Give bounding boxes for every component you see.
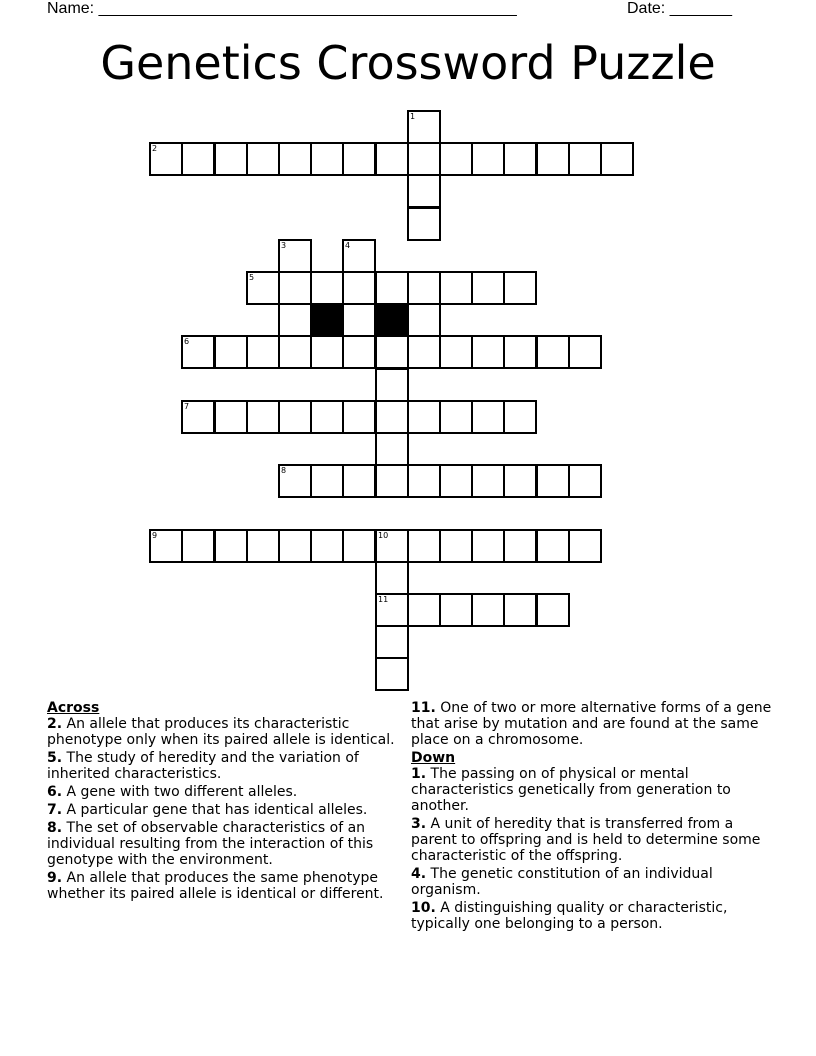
grid-cell[interactable] [471,593,505,627]
grid-cell[interactable] [214,400,248,434]
grid-cell[interactable] [181,400,215,434]
down-clue [411,900,781,932]
down-clue-number: 10. [411,900,436,916]
grid-cell[interactable] [471,142,505,176]
grid-cell[interactable] [407,110,441,144]
grid-cell[interactable] [439,400,473,434]
clue-number-8: 8 [281,466,287,475]
grid-cell[interactable] [407,464,441,498]
grid-cell[interactable] [375,335,409,369]
down-clue-number: 4. [411,866,427,882]
grid-cell[interactable] [471,400,505,434]
grid-cell[interactable] [471,335,505,369]
grid-cell[interactable] [181,529,215,563]
grid-cell[interactable] [439,464,473,498]
grid-cell[interactable] [503,142,537,176]
grid-cell[interactable] [246,335,280,369]
grid-cell[interactable] [342,464,376,498]
grid-cell[interactable] [407,303,441,337]
grid-cell[interactable] [214,529,248,563]
grid-cell[interactable] [568,142,602,176]
grid-cell[interactable] [471,464,505,498]
grid-cell[interactable] [181,335,215,369]
across-clue-number: 11. [411,700,436,716]
clue-number-5: 5 [249,273,255,282]
clue-number-11: 11 [378,595,389,604]
across-clue-list [47,716,399,902]
grid-cell[interactable] [407,593,441,627]
down-clue-number: 1. [411,766,427,782]
grid-cell[interactable] [407,335,441,369]
across-clue-number: 6. [47,784,63,800]
across-clue [411,700,781,748]
grid-cell[interactable] [342,529,376,563]
grid-cell[interactable] [503,400,537,434]
name-field-label: Name: _______________________________________________ [47,0,517,17]
grid-cell[interactable] [278,271,312,305]
grid-cell[interactable] [407,271,441,305]
grid-cell[interactable] [407,529,441,563]
grid-cell[interactable] [149,142,183,176]
grid-cell[interactable] [342,239,376,273]
clues-column-right [411,700,781,934]
grid-cell[interactable] [375,400,409,434]
black-cell [310,303,344,337]
across-clue [47,820,399,868]
grid-cell[interactable] [278,529,312,563]
grid-cell[interactable] [503,529,537,563]
clue-number-1: 1 [410,112,416,121]
grid-cell[interactable] [375,271,409,305]
across-clue-text: An allele that produces the same phenotype whether its paired allele is identical or different. [47,870,384,902]
grid-cell[interactable] [310,142,344,176]
across-clue [47,870,399,902]
grid-cell[interactable] [342,271,376,305]
down-clue [411,816,781,864]
grid-cell[interactable] [278,335,312,369]
grid-cell[interactable] [568,335,602,369]
across-clue [47,716,399,748]
grid-cell[interactable] [375,561,409,595]
grid-cell[interactable] [181,142,215,176]
grid-cell[interactable] [536,464,570,498]
grid-cell[interactable] [214,142,248,176]
grid-cell[interactable] [342,303,376,337]
across-clue-text: A particular gene that has identical alleles. [62,802,368,818]
grid-cell[interactable] [503,271,537,305]
grid-cell[interactable] [246,271,280,305]
grid-cell[interactable] [407,400,441,434]
grid-cell[interactable] [375,142,409,176]
across-clue [47,784,399,800]
grid-cell[interactable] [568,464,602,498]
grid-cell[interactable] [375,529,409,563]
down-clue-list [411,766,781,932]
grid-cell[interactable] [536,593,570,627]
down-clue-text: The genetic constitution of an individual organism. [411,866,713,898]
grid-cell[interactable] [471,271,505,305]
across-clue-number: 2. [47,716,63,732]
grid-cell[interactable] [246,400,280,434]
grid-cell[interactable] [149,529,183,563]
down-clue [411,866,781,898]
grid-cell[interactable] [214,335,248,369]
grid-cell[interactable] [375,625,409,659]
grid-cell[interactable] [407,174,441,208]
across-clue-number: 7. [47,802,63,818]
across-clue-text: The set of observable characteristics of an individual resulting from the interaction of this genotype with the environment. [47,820,374,868]
grid-cell[interactable] [278,142,312,176]
grid-cell[interactable] [407,142,441,176]
grid-cell[interactable] [342,142,376,176]
across-clue-number: 5. [47,750,63,766]
grid-cell[interactable] [278,464,312,498]
grid-cell[interactable] [375,368,409,402]
grid-cell[interactable] [503,593,537,627]
clues-column-left [47,700,399,904]
across-clue-number: 9. [47,870,63,886]
grid-cell[interactable] [568,529,602,563]
black-cell [375,303,409,337]
across-clue-text: An allele that produces its characteristic phenotype only when its paired allele is identical. [47,716,395,748]
grid-cell[interactable] [439,593,473,627]
across-clue [47,802,399,818]
across-clue-text: One of two or more alternative forms of a gene that arise by mutation and are found at the same place on a chromosome. [411,700,772,748]
down-clue-text: The passing on of physical or mental characteristics genetically from generation to another. [411,766,731,814]
grid-cell[interactable] [375,464,409,498]
across-clue-list-continued [411,700,781,748]
grid-cell[interactable] [439,142,473,176]
grid-cell[interactable] [310,464,344,498]
across-clue [47,750,399,782]
grid-cell[interactable] [375,657,409,691]
across-heading: Across [47,700,100,716]
grid-cell[interactable] [342,400,376,434]
down-clue [411,766,781,814]
grid-cell[interactable] [278,239,312,273]
grid-cell[interactable] [278,303,312,337]
clue-number-9: 9 [152,531,158,540]
down-clue-text: A distinguishing quality or characteristic, typically one belonging to a person. [411,900,728,932]
page-title: Genetics Crossword Puzzle [100,36,716,90]
grid-cell[interactable] [375,432,409,466]
grid-cell[interactable] [246,529,280,563]
down-clue-number: 3. [411,816,427,832]
grid-cell[interactable] [439,335,473,369]
grid-cell[interactable] [471,529,505,563]
grid-cell[interactable] [439,529,473,563]
grid-cell[interactable] [278,400,312,434]
grid-cell[interactable] [310,271,344,305]
across-clue-number: 8. [47,820,63,836]
grid-cell[interactable] [375,593,409,627]
grid-cell[interactable] [342,335,376,369]
grid-cell[interactable] [536,529,570,563]
grid-cell[interactable] [310,529,344,563]
grid-cell[interactable] [439,271,473,305]
date-field-label: Date: _______ [627,0,732,17]
clue-number-2: 2 [152,144,158,153]
clue-number-6: 6 [184,337,190,346]
grid-cell[interactable] [407,207,441,241]
grid-cell[interactable] [503,335,537,369]
clue-number-7: 7 [184,402,190,411]
grid-cell[interactable] [536,335,570,369]
grid-cell[interactable] [246,142,280,176]
down-heading: Down [411,750,456,766]
clue-number-10: 10 [378,531,389,540]
across-clue-text: The study of heredity and the variation of inherited characteristics. [47,750,359,782]
grid-cell[interactable] [310,335,344,369]
grid-cell[interactable] [503,464,537,498]
down-clue-text: A unit of heredity that is transferred from a parent to offspring and is held to determine some characteristic of the offspring. [411,816,761,864]
across-clue-text: A gene with two different alleles. [62,784,298,800]
clue-number-4: 4 [345,241,351,250]
grid-cell[interactable] [536,142,570,176]
grid-cell[interactable] [600,142,634,176]
grid-cell[interactable] [310,400,344,434]
clue-number-3: 3 [281,241,287,250]
